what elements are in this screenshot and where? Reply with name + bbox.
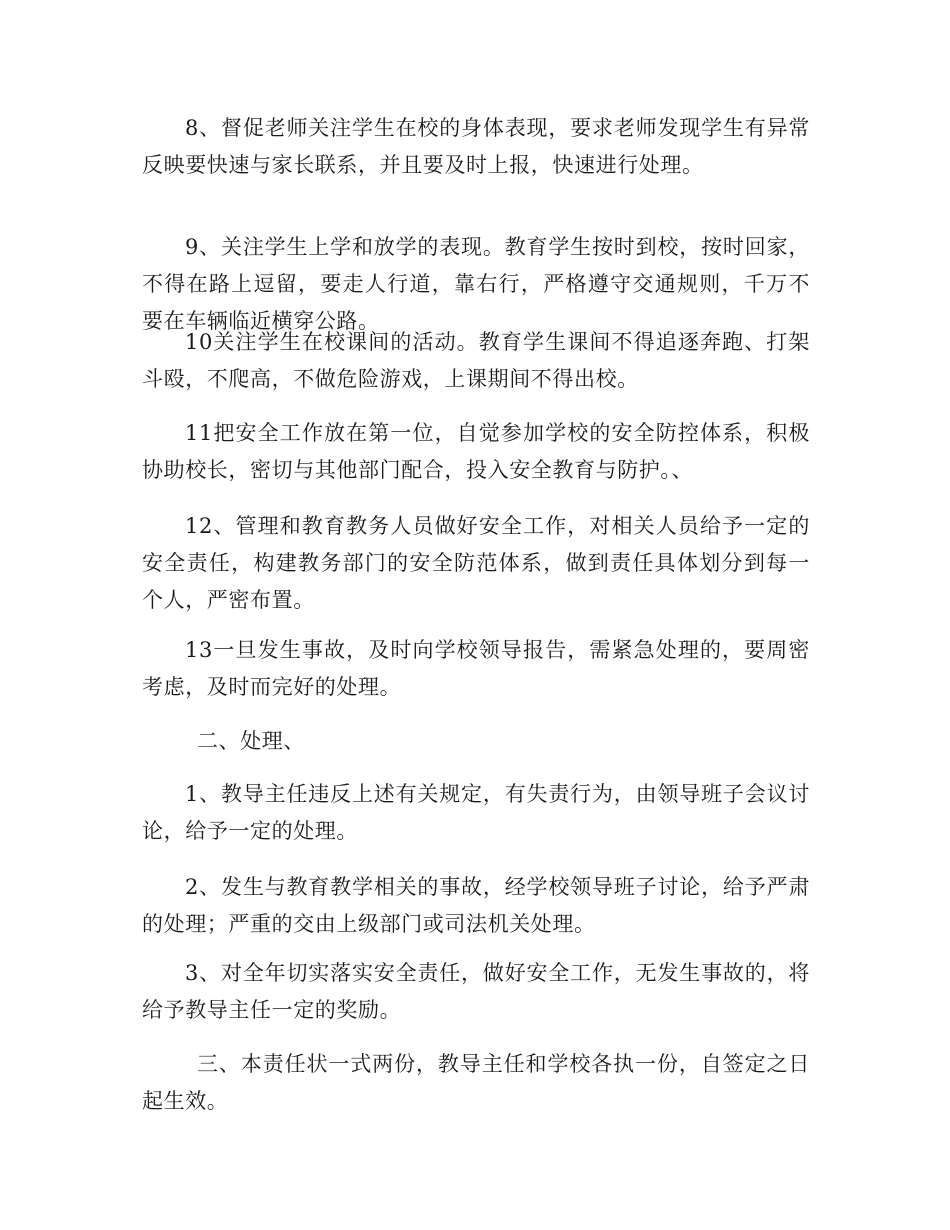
handling-item-1: 1、教导主任违反上述有关规定，有失责行为，由领导班子会议讨论，给予一定的处理。 [142, 782, 810, 843]
paragraph-11: 11把安全工作放在第一位，自觉参加学校的安全防控体系，积极协助校长，密切与其他部门配合，投入安全教育与防护。、 [142, 421, 810, 482]
handling-item-2: 2、发生与教育教学相关的事故，经学校领导班子讨论，给予严肃的处理；严重的交由上级部门或司法机关处理。 [142, 875, 810, 936]
handling-item-3: 3、对全年切实落实安全责任，做好安全工作，无发生事故的，将给予教导主任一定的奖励。 [142, 961, 810, 1022]
paragraph-8: 8、督促老师关注学生在校的身体表现，要求老师发现学生有异常反映要快速与家长联系，并且要及时上报，快速进行处理。 [142, 116, 810, 177]
paragraph-9: 9、关注学生上学和放学的表现。教育学生按时到校，按时回家，不得在路上逗留，要走人行道，靠右行，严格遵守交通规则，千万不要在车辆临近横穿公路。 [142, 235, 810, 333]
section-heading-handling: 二、处理、 [197, 729, 305, 753]
paragraph-10: 10关注学生在校课间的活动。教育学生课间不得追逐奔跑、打架斗殴，不爬高，不做危险游戏，上课期间不得出校。 [142, 330, 810, 391]
paragraph-12: 12、管理和教育教务人员做好安全工作，对相关人员给予一定的安全责任，构建教务部门的安全防范体系，做到责任具体划分到每一个人，严密布置。 [142, 514, 810, 612]
paragraph-13: 13一旦发生事故，及时向学校领导报告，需紧急处理的，要周密考虑，及时而完好的处理。 [142, 638, 810, 699]
section-3-paragraph: 三、本责任状一式两份，教导主任和学校各执一份，自签定之日起生效。 [142, 1052, 810, 1113]
